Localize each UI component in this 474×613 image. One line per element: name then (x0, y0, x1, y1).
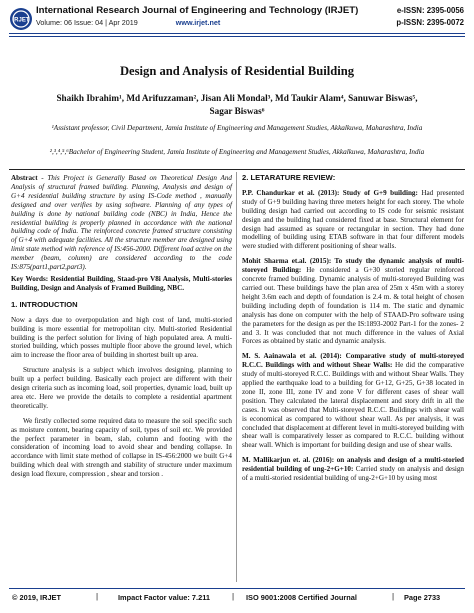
journal-url-link[interactable]: www.irjet.net (175, 18, 221, 27)
footer-page-number: Page 2733 (404, 593, 441, 602)
right-column (242, 174, 464, 489)
journal-name: International Research Journal of Engineering and Technology (IRJET) (36, 5, 359, 16)
header-rule-thin (9, 36, 465, 37)
keywords-label: Key Words: (11, 274, 49, 283)
abstract (11, 174, 232, 272)
column-divider (236, 172, 237, 582)
affiliation-1: ¹Assistant professor, Civil Department, Jamia Institute of Engineering and Management Studies, Akkalkuwa, Maharashtra, India (51, 124, 423, 132)
paper-title: Design and Analysis of Residential Building (119, 64, 355, 78)
footer-copyright: © 2019, IRJET (12, 593, 61, 602)
review-text-4: Carried study on analysis and design of a multi-storied residential building of ung-2+G+10 by using most (242, 465, 464, 483)
footer-impact-factor: Impact Factor value: 7.211 (118, 593, 211, 602)
title-separator (9, 169, 465, 170)
journal-volume-line (36, 18, 220, 27)
review-text-2: He considered a G+30 storied regular reinforced concrete framed building. Dynamic analysis of multi-storeyed Building was carried out. These buildings have the plan area of 25m x 45m with a storey height 3.6m each and depth of foundation is 2.4 m. & total height of chosen building including depth of foundation is 114 m. The static and dynamic analysis has done on computer with the help of STAAD-Pro software using the parameters for the design as per the IS:1893-2002 Part-1 for the zones- 2 and 3. It was concluded that not much difference in the values of Axial Forces as obtained by static and dynamic analysis. (242, 266, 464, 346)
intro-paragraph-2: Structure analysis is a subject which involves designing, planning to built up a perfect building. Basically each project are different with their design criteria such as incoming load, soil properties, dynamic load, built up area etc. Here we provide the details to complete a residential apartment theoretically. (11, 366, 232, 410)
footer-separator: | (96, 592, 99, 601)
review-text-3: He did the comparative study of multi-storeyed R.C.C. Buildings with and without Shear Walls. They applied the earthquake load to a building for G+12, G+25, G+38 located in zone II, zone III, zone IV and zone V for different cases of shear wall position. They calculated the lateral displacement and story drift in all the cases. It was observed that Multi-storeyed R.C.C. Buildings with shear wall is economical as compared to without shear wall. As per analysis, it was concluded that displacement at different level in multi-storeyed building with shear wall is comparatively lesser as compared to R.C.C. building without shear wall. Which is important for building design and use of shear walls. (242, 361, 464, 450)
review-item-1 (242, 189, 464, 251)
review-heading-2: Mohit Sharma et.al. (2015): To study the dynamic analysis of multi-storeyed Building: (242, 257, 464, 275)
section-heading-introduction: 1. INTRODUCTION (11, 299, 78, 309)
intro-paragraph-3: We firstly collected some required data to measure the soil specific such as moisture content, bearing capacity of soil, types of soil etc. We provided the perfect parameter in beam, slab, column and footing with the consideration of incoming load to avoid shear and bending collapse. In accordance with limit state method of collapse in IS-456:2000 we built G+4 building which deal with strength and stability of structure under maximum design load flexure, compression , shear and torsion . (11, 416, 232, 479)
keywords (11, 275, 232, 293)
abstract-label: Abstract (11, 174, 38, 182)
review-item-4 (242, 456, 464, 483)
footer-separator: | (232, 592, 235, 601)
logo-text: IRJET (12, 17, 30, 24)
review-item-2 (242, 257, 464, 346)
review-heading-1: P.P. Chandurkar et al. (2013): Study of G+9 building: (242, 188, 418, 197)
affiliation-2: ²,³,⁴,⁵,⁶Bachelor of Engineering Student, Jamia Institute of Engineering and Management Studies, Akkalkuwa, Maharashtra, India (49, 148, 425, 156)
abstract-text: - This Project is Generally Based on Theoretical Design And Analysis of structural framed building. Planning, Analysis and design of G+4 residential building structure by using IS-Code method , manually designed and over verifies by using software. Planning of any types of building is done by national building code (NBC) in India, Hence the residential building is properly planned in accordance with the national building code of India. The reinforced concrete framed structure consisting of G+4 with adequate facilities. All the structure member are designed using limit state method with reference of IS:456-2000. Different load active on the member (beam, column) are considered according to the code IS:875(part1,part2,part3). (11, 174, 232, 272)
review-heading-4: M. Mallikarjun et. al. (2016): on analysis and design of a multi-storied residential building of ung-2+G+10: (242, 456, 464, 474)
footer-separator: | (392, 592, 395, 601)
issn-block (396, 5, 464, 28)
review-heading-3: M. S. Aainawala et al. (2014): Comparative study of multi-storeyed R.C.C. Buildings with and without Shear Walls: (242, 352, 464, 370)
volume-issue: Volume: 06 Issue: 04 | Apr 2019 (36, 18, 138, 27)
eissn: e-ISSN: 2395-0056 (396, 6, 464, 15)
footer-rule (9, 588, 465, 589)
intro-paragraph-1: Now a days due to overpopulation and high cost of land, multi-storied building is more essential for metropolitan city. Multi-storied Residential building is the perfect solution for living of high populated area. A multi-storied building, which posses multiple floor above the ground level, which aim to increase the floor area of building in shortest built up area. (11, 315, 232, 360)
footer-iso: ISO 9001:2008 Certified Journal (246, 593, 357, 602)
review-item-3 (242, 352, 464, 450)
pissn: p-ISSN: 2395-0072 (396, 17, 464, 27)
author-list (24, 92, 450, 118)
header-rule (9, 33, 465, 34)
authors-line-2: Sagar Biswas⁶ (209, 106, 265, 116)
section-heading-literature: 2. LETARATURE REVIEW: (242, 173, 336, 182)
journal-logo-icon (9, 7, 33, 31)
left-column (11, 174, 232, 485)
keywords-text: Residential Building, Staad-pro V8i Analysis, Multi-stories Building, Design and Analysis of Framed Building, NBC. (11, 274, 232, 292)
authors-line-1: Shaikh Ibrahim¹, Md Arifuzzaman², Jisan Ali Mondal³, Md Taukir Alam⁴, Sanuwar Biswas⁵, (56, 93, 418, 103)
review-text-1: Had presented study of G+9 building having three meters height for each storey. The whole building design had carried out according to IS code for seismic resistant design and the building had considered fixed at base. Structural element for design had assumed as square or rectangular in section. They had done modelling of building using ETAB software in that four different models were studied with different positioning of shear walls. (242, 188, 465, 251)
